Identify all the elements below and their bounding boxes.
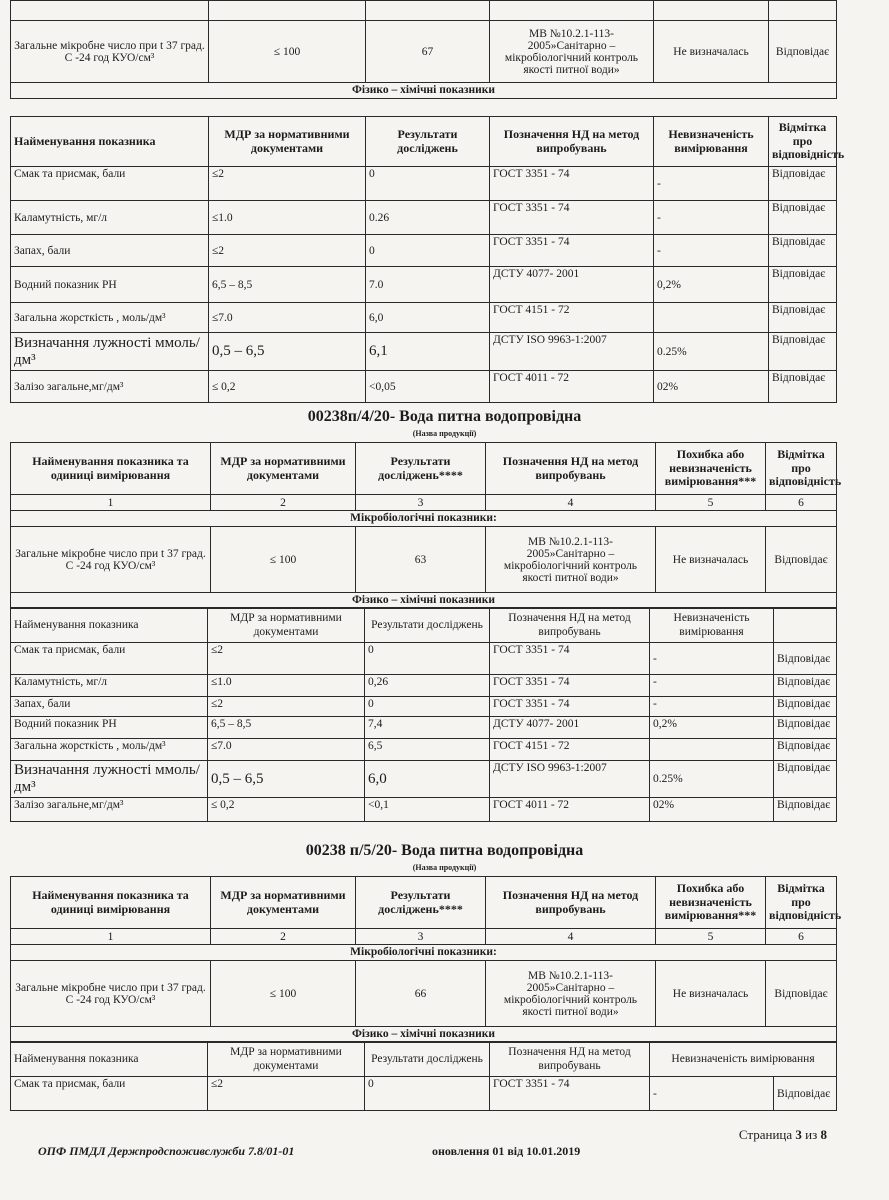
table-row <box>11 798 837 822</box>
mark-value: Відповідає <box>769 201 837 235</box>
result-value: 6,0 <box>365 761 490 798</box>
method-value: ГОСТ 3351 - 74 <box>490 697 650 717</box>
mdr-value: 6,5 – 8,5 <box>209 267 366 303</box>
method-value: ГОСТ 3351 - 74 <box>490 643 650 675</box>
result-value: 67 <box>366 21 490 83</box>
method-value: ДСТУ 4077- 2001 <box>490 717 650 739</box>
param-name: Каламутність, мг/л <box>11 201 209 235</box>
mark-value: Відповідає <box>774 717 837 739</box>
method-value: ГОСТ 3351 - 74 <box>490 235 654 267</box>
column-numbers-row <box>11 495 837 511</box>
mark-value: Відповідає <box>769 303 837 333</box>
mdr-value: ≤2 <box>209 235 366 267</box>
col-header: Невизначеність вимірювання <box>654 117 769 167</box>
uncertainty-value: - <box>650 643 774 675</box>
col-header: Найменування показника <box>11 609 208 643</box>
mdr-value: ≤ 100 <box>211 527 356 593</box>
mdr-value: ≤1.0 <box>209 201 366 235</box>
table-row <box>11 371 837 403</box>
col-header: МДР за нормативними документами <box>211 443 356 495</box>
mdr-value: ≤ 100 <box>211 961 356 1027</box>
col-header: Результати досліджень <box>366 117 490 167</box>
mdr-value: 0,5 – 6,5 <box>209 333 366 371</box>
table-row <box>11 235 837 267</box>
uncertainty-value <box>654 303 769 333</box>
param-name: Запах, бали <box>11 235 209 267</box>
mark-value: Відповідає <box>774 643 837 675</box>
col-header: Результати досліджень <box>365 609 490 643</box>
mdr-value: ≤ 0,2 <box>208 798 365 822</box>
col-header: Найменування показника <box>11 1043 208 1077</box>
uncertainty-value: Не визначалась <box>656 527 766 593</box>
method-value: МВ №10.2.1-113-2005»Санітарно – мікробіологічний контроль якості питної води» <box>486 961 656 1027</box>
col-header: Позначення НД на метод випробувань <box>490 609 650 643</box>
mdr-value: ≤2 <box>208 643 365 675</box>
result-value: 0 <box>366 235 490 267</box>
col-number: 1 <box>11 929 211 945</box>
mark-value: Відповідає <box>769 267 837 303</box>
col-number: 5 <box>656 929 766 945</box>
uncertainty-value: 02% <box>650 798 774 822</box>
table-row <box>11 717 837 739</box>
table-header-row <box>11 1043 837 1077</box>
mdr-value: ≤7.0 <box>208 739 365 761</box>
mark-value: Відповідає <box>774 739 837 761</box>
mdr-value: 0,5 – 6,5 <box>208 761 365 798</box>
section-header: Мікробіологічні показники: <box>11 511 837 527</box>
method-value: ГОСТ 3351 - 74 <box>490 167 654 201</box>
col-number: 6 <box>766 495 837 511</box>
page-prefix: Страница <box>738 1127 793 1142</box>
page-number: 3 <box>795 1127 802 1142</box>
table-row <box>11 167 837 201</box>
col-header: Відмітка про відповідність <box>766 877 837 929</box>
uncertainty-value: 0.25% <box>654 333 769 371</box>
col-header: Позначення НД на метод випробувань <box>486 443 656 495</box>
method-value: МВ №10.2.1-113-2005»Санітарно – мікробіологічний контроль якості питної води» <box>490 21 654 83</box>
uncertainty-value: - <box>654 167 769 201</box>
col-number: 3 <box>356 495 486 511</box>
uncertainty-value: 02% <box>654 371 769 403</box>
param-name: Водний показник PH <box>11 267 209 303</box>
result-value: 66 <box>356 961 486 1027</box>
table-header-row <box>11 609 837 643</box>
param-name: Смак та присмак, бали <box>11 167 209 201</box>
method-value: ГОСТ 3351 - 74 <box>490 201 654 235</box>
col-header: Результати досліджень <box>365 1043 490 1077</box>
col-header: МДР за нормативними документами <box>208 609 365 643</box>
uncertainty-value: - <box>654 235 769 267</box>
method-value: ГОСТ 3351 - 74 <box>490 1077 650 1111</box>
mdr-value: ≤7.0 <box>209 303 366 333</box>
result-value: 6,1 <box>366 333 490 371</box>
uncertainty-value: Не визначалась <box>654 21 769 83</box>
col-number: 4 <box>486 929 656 945</box>
col-header: Найменування показника <box>11 117 209 167</box>
table-header-row <box>11 443 837 495</box>
mark-value: Відповідає <box>769 167 837 201</box>
micro-row <box>11 961 837 1027</box>
table-row <box>11 697 837 717</box>
col-number: 1 <box>11 495 211 511</box>
col-number: 2 <box>211 929 356 945</box>
uncertainty-value: - <box>650 697 774 717</box>
table-row <box>11 761 837 798</box>
col-header: МДР за нормативними документами <box>208 1043 365 1077</box>
uncertainty-value: - <box>650 1077 774 1111</box>
result-value: 0,26 <box>365 675 490 697</box>
col-header: Позначення НД на метод випробувань <box>490 117 654 167</box>
col-header: МДР за нормативними документами <box>211 877 356 929</box>
method-value: ДСТУ ISO 9963-1:2007 <box>490 761 650 798</box>
mdr-value: 6,5 – 8,5 <box>208 717 365 739</box>
col-header: МДР за нормативними документами <box>209 117 366 167</box>
col-header: Відмітка про відповідність <box>769 117 837 167</box>
param-name: Загальне мікробне число при t 37 град. С -24 год КУО/см³ <box>11 21 209 83</box>
product-subtitle: (Назва продукції) <box>412 429 477 438</box>
col-header: Похибка або невизначеність вимірювання*** <box>656 443 766 495</box>
mark-value: Відповідає <box>769 21 837 83</box>
mdr-value: ≤ 0,2 <box>209 371 366 403</box>
top-phys-table <box>10 116 845 403</box>
page-mid: из <box>805 1127 818 1142</box>
uncertainty-value: 0.25% <box>650 761 774 798</box>
mark-value: Відповідає <box>774 761 837 798</box>
section-header: Фізико – хімічні показники <box>11 593 837 608</box>
mdr-value: ≤1.0 <box>208 675 365 697</box>
product-title: 00238п/4/20- Вода питна водопровідна <box>307 408 582 425</box>
param-name: Водний показник PH <box>11 717 208 739</box>
result-value: 0 <box>366 167 490 201</box>
col-header: Результати досліджень**** <box>356 877 486 929</box>
section-header: Фізико – хімічні показники <box>11 1027 837 1042</box>
result-value: 6,0 <box>366 303 490 333</box>
method-value: ГОСТ 4151 - 72 <box>490 739 650 761</box>
mark-value: Відповідає <box>774 798 837 822</box>
table-row <box>11 333 837 371</box>
method-value: МВ №10.2.1-113-2005»Санітарно – мікробіологічний контроль якості питної води» <box>486 527 656 593</box>
param-name: Загальне мікробне число при t 37 град. С -24 год КУО/см³ <box>11 527 211 593</box>
col-header: Позначення НД на метод випробувань <box>490 1043 650 1077</box>
method-value: ГОСТ 4011 - 72 <box>490 798 650 822</box>
col-header: Невизначеність вимірювання <box>650 609 774 643</box>
block3-table <box>10 876 842 1042</box>
col-header: Результати досліджень**** <box>356 443 486 495</box>
result-value: 7,4 <box>365 717 490 739</box>
param-name: Каламутність, мг/л <box>11 675 208 697</box>
param-name: Визначання лужності ммоль/дм³ <box>11 333 209 371</box>
result-value: <0,05 <box>366 371 490 403</box>
table-row <box>11 739 837 761</box>
mark-value: Відповідає <box>774 697 837 717</box>
result-value: 0 <box>365 643 490 675</box>
micro-row <box>11 527 837 593</box>
footer-update: оновлення 01 від 10.01.2019 <box>432 1144 581 1158</box>
param-name: Смак та присмак, бали <box>11 643 208 675</box>
table-header-row <box>11 117 837 167</box>
method-value: ДСТУ 4077- 2001 <box>490 267 654 303</box>
top-spacer-row <box>11 1 837 21</box>
mdr-value: ≤2 <box>208 1077 365 1111</box>
uncertainty-value: 0,2% <box>654 267 769 303</box>
uncertainty-value <box>650 739 774 761</box>
method-value: ДСТУ ISO 9963-1:2007 <box>490 333 654 371</box>
column-numbers-row <box>11 929 837 945</box>
table-row <box>11 1077 837 1111</box>
mdr-value: ≤ 100 <box>209 21 366 83</box>
mark-value: Відповідає <box>769 235 837 267</box>
page-counter <box>739 1127 827 1143</box>
col-header: Найменування показника та одиниці вимірювання <box>11 443 211 495</box>
section-header: Мікробіологічні показники: <box>11 945 837 961</box>
result-value: 0 <box>365 1077 490 1111</box>
param-name: Залізо загальне,мг/дм³ <box>11 371 209 403</box>
product-title: 00238 п/5/20- Вода питна водопровідна <box>305 842 584 859</box>
col-header: Найменування показника та одиниці вимірювання <box>11 877 211 929</box>
col-number: 6 <box>766 929 837 945</box>
mdr-value: ≤2 <box>208 697 365 717</box>
mdr-value: ≤2 <box>209 167 366 201</box>
uncertainty-value: 0,2% <box>650 717 774 739</box>
col-number: 2 <box>211 495 356 511</box>
result-value: <0,1 <box>365 798 490 822</box>
section-header: Фізико – хімічні показники <box>11 83 837 99</box>
result-value: 63 <box>356 527 486 593</box>
col-number: 3 <box>356 929 486 945</box>
block3-phys-table <box>10 1042 837 1111</box>
result-value: 6,5 <box>365 739 490 761</box>
param-name: Загальне мікробне число при t 37 град. С -24 год КУО/см³ <box>11 961 211 1027</box>
param-name: Смак та присмак, бали <box>11 1077 208 1111</box>
method-value: ГОСТ 3351 - 74 <box>490 675 650 697</box>
col-header: Похибка або невизначеність вимірювання*** <box>656 877 766 929</box>
table-row <box>11 201 837 235</box>
method-value: ГОСТ 4151 - 72 <box>490 303 654 333</box>
col-header: Невизначеність вимірювання <box>650 1043 837 1077</box>
block2-table <box>10 442 842 608</box>
mark-value: Відповідає <box>774 1077 837 1111</box>
mark-value: Відповідає <box>769 371 837 403</box>
footer-org: ОПФ ПМДЛ Держпродспоживслужби 7.8/01-01 <box>38 1144 295 1158</box>
mark-value: Відповідає <box>766 527 837 593</box>
uncertainty-value: - <box>650 675 774 697</box>
mark-value: Відповідає <box>766 961 837 1027</box>
table-row <box>11 675 837 697</box>
result-value: 0 <box>365 697 490 717</box>
param-name: Запах, бали <box>11 697 208 717</box>
micro-row <box>11 21 837 83</box>
col-number: 5 <box>656 495 766 511</box>
param-name: Загальна жорсткість , моль/дм³ <box>11 303 209 333</box>
mark-value: Відповідає <box>774 675 837 697</box>
top-micro-table <box>10 0 837 99</box>
uncertainty-value: - <box>654 201 769 235</box>
table-row <box>11 267 837 303</box>
method-value: ГОСТ 4011 - 72 <box>490 371 654 403</box>
result-value: 7.0 <box>366 267 490 303</box>
col-number: 4 <box>486 495 656 511</box>
table-row <box>11 303 837 333</box>
col-header: Відмітка про відповідність <box>766 443 837 495</box>
col-header: Позначення НД на метод випробувань <box>486 877 656 929</box>
param-name: Загальна жорсткість , моль/дм³ <box>11 739 208 761</box>
result-value: 0.26 <box>366 201 490 235</box>
product-subtitle: (Назва продукції) <box>412 863 477 872</box>
uncertainty-value: Не визначалась <box>656 961 766 1027</box>
block2-phys-table <box>10 608 837 822</box>
table-header-row <box>11 877 837 929</box>
mark-value: Відповідає <box>769 333 837 371</box>
param-name: Залізо загальне,мг/дм³ <box>11 798 208 822</box>
table-row <box>11 643 837 675</box>
page-total: 8 <box>820 1127 827 1142</box>
param-name: Визначання лужності ммоль/дм³ <box>11 761 208 798</box>
